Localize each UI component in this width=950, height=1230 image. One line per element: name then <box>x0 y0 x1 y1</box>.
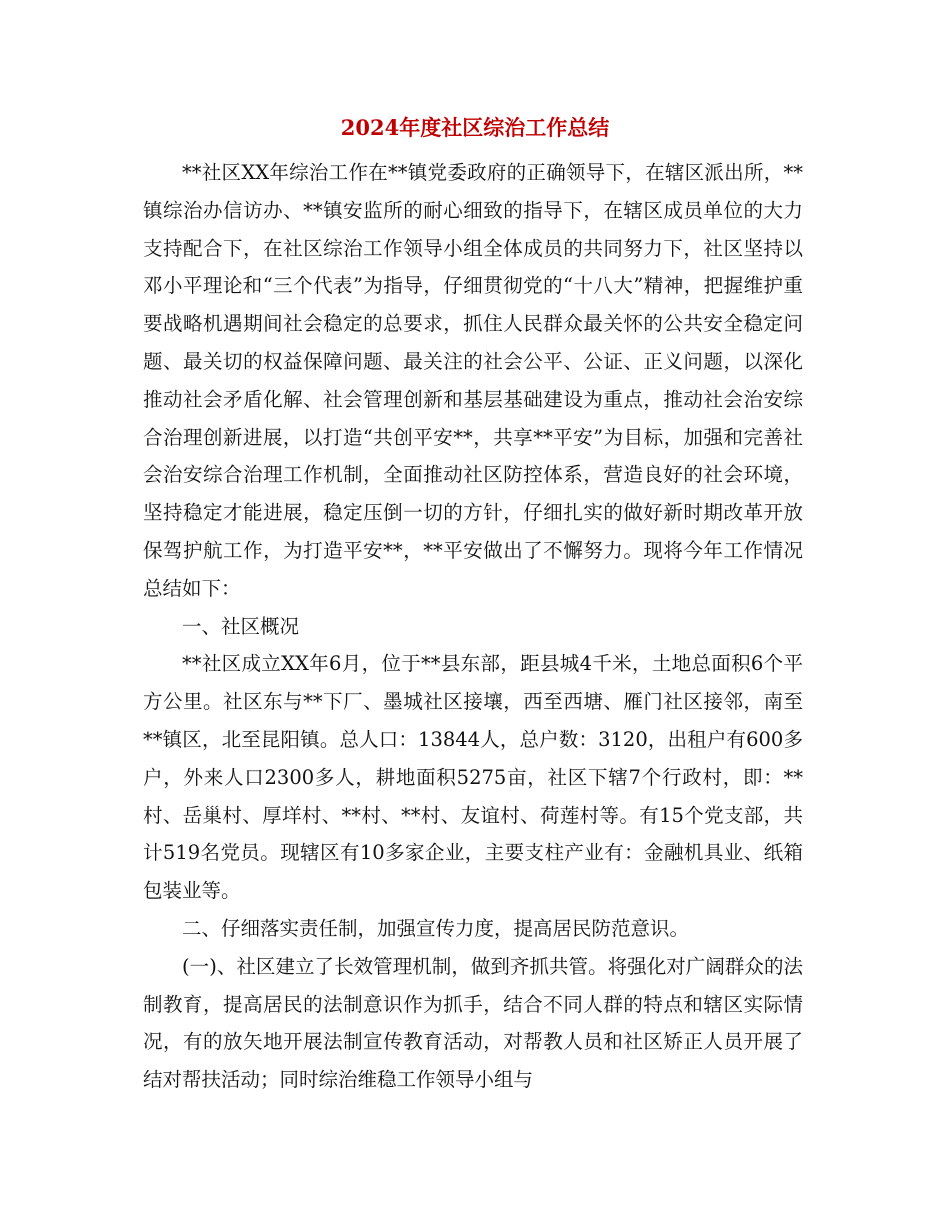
document-title: 2024年度社区综治工作总结 <box>340 115 610 140</box>
document-body <box>143 154 803 1099</box>
paragraph-intro: **社区XX年综治工作在**镇党委政府的正确领导下，在辖区派出所，**镇综治办信访办、**镇安监所的耐心细致的指导下，在辖区成员单位的大力支持配合下，在社区综治工作领导小组全体成员的共同努力下，社区坚持以邓小平理论和“三个代表”为指导，仔细贯彻党的“十八大”精神，把握维护重要战略机遇期间社会稳定的总要求，抓住人民群众最关怀的公共安全稳定问题、最关切的权益保障问题、最关注的社会公平、公证、正义问题，以深化推动社会矛盾化解、社会管理创新和基层基础建设为重点，推动社会治安综合治理创新进展，以打造“共创平安**，共享**平安”为目标，加强和完善社会治安综合治理工作机制，全面推动社区防控体系，营造良好的社会环境，坚持稳定才能进展，稳定压倒一切的方针，仔细扎实的做好新时期改革开放保驾护航工作，为打造平安**，**平安做出了不懈努力。现将今年工作情况总结如下： <box>143 161 803 600</box>
paragraph-overview: **社区成立XX年6月，位于**县东部，距县城4千米，土地总面积6个平方公里。社区东与**下厂、墨城社区接壤，西至西塘、雁门社区接邻，南至**镇区，北至昆阳镇。总人口：13844人，总户数：3120，出租户有600多户，外来人口2300多人，耕地面积5275亩，社区下辖7个行政村，即：**村、岳巢村、厚垟村、**村、**村、友谊村、荷莲村等。有15个党支部，共计519名党员。现辖区有10多家企业，主要支柱产业有：金融机具业、纸箱包装业等。 <box>143 652 803 903</box>
heading-section-1: 一、社区概况 <box>182 614 300 638</box>
paragraph-subsection-1: (一)、社区建立了长效管理机制，做到齐抓共管。将强化对广阔群众的法制教育，提高居民的法制意识作为抓手，结合不同人群的特点和辖区实际情况，有的放矢地开展法制宣传教育活动，对帮教人员和社区矫正人员开展了结对帮扶活动；同时综治维稳工作领导小组与 <box>143 954 803 1092</box>
heading-section-2: 二、仔细落实责任制，加强宣传力度，提高居民防范意识。 <box>182 916 690 940</box>
